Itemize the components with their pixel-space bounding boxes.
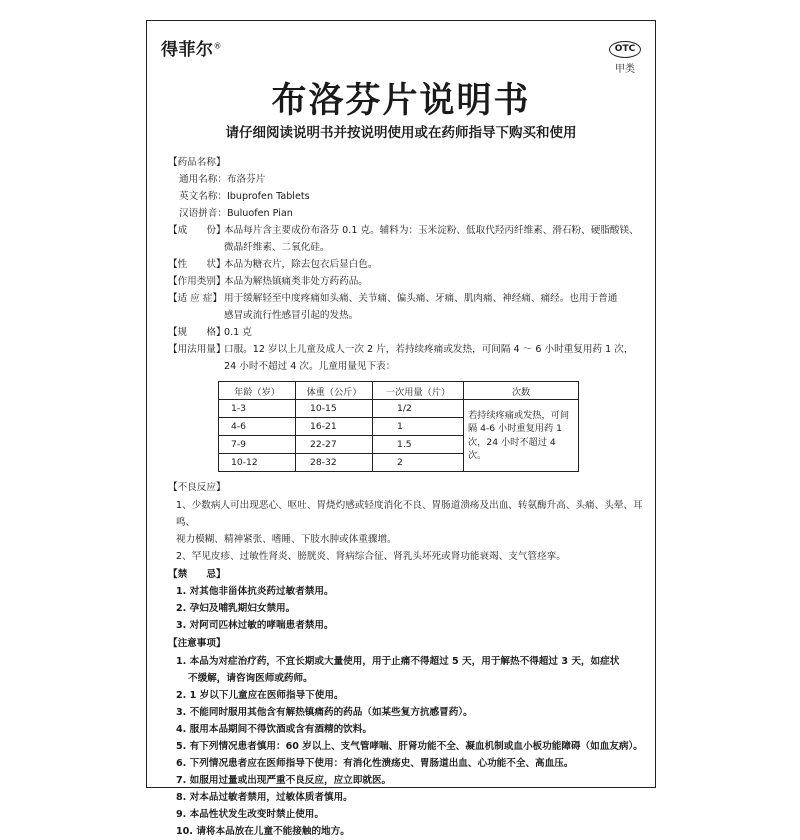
header-frequency: 次数: [464, 382, 579, 400]
contraindications-heading: 【禁 忌】: [168, 568, 226, 580]
page-subtitle: 请仔细阅读说明书并按说明使用或在药师指导下购买和使用: [225, 125, 577, 141]
otc-oval-icon: OTC: [609, 41, 641, 58]
list-item: 4. 服用本品期间不得饮酒或含有酒精的饮料。: [176, 723, 372, 735]
dosage-row: 【用法用量】 口服。12 岁以上儿童及成人一次 2 片，若持续疼痛或发热，可间隔 4 ～ 6 小时重复用药 1 次， 24 小时不超过 4 次。儿童用量见下表：: [168, 344, 634, 372]
header-dose: 一次用量（片）: [373, 382, 464, 400]
dosage-table: [218, 381, 579, 472]
table-row: 7-9 22-27 1.5: [219, 436, 579, 454]
list-item: 3. 不能同时服用其他含有解热镇痛药的药品（如某些复方抗感冒药）。: [176, 706, 473, 718]
list-item: 1. 本品为对症治疗药，不宜长期或大量使用，用于止痛不得超过 5 天，用于解热不得超过 3 天，如症状: [176, 655, 620, 667]
table-row: 10-12 28-32 2: [219, 454, 579, 472]
header-age: 年龄（岁）: [219, 382, 296, 400]
drug-name-heading: 【药品名称】: [168, 157, 226, 168]
list-item: 3. 对阿司匹林过敏的哮喘患者禁用。: [176, 620, 334, 631]
leaflet-sheet: [146, 20, 656, 837]
spec-row: 【规 格】 0.1 克: [168, 327, 252, 338]
header-weight: 体重（公斤）: [296, 382, 373, 400]
list-item: 不缓解，请咨询医师或药师。: [188, 672, 313, 684]
list-item: 6. 下列情况患者应在医师指导下使用：有消化性溃疡史、胃肠道出血、心功能不全、高血压。: [176, 757, 574, 769]
table-header-row: [219, 382, 579, 400]
list-item: 1、少数病人可出现恶心、呕吐、胃烧灼感或轻度消化不良、胃肠道溃疡及出血、转氨酶升高、头痛、头晕、耳鸣、: [176, 499, 643, 528]
indications-row: 【适 应 症】 用于缓解轻至中度疼痛如头痛、关节痛、偏头痛、牙痛、肌肉痛、神经痛、痛经。也用于普通 感冒或流行性感冒引起的发热。: [168, 293, 618, 321]
list-item: 2、罕见皮疹、过敏性肾炎、膀胱炎、肾病综合征、肾乳头坏死或肾功能衰竭、支气管痉挛。: [176, 550, 566, 562]
generic-name-row: 通用名称： 布洛芬片: [179, 174, 266, 185]
brand-name: 得菲尔: [161, 40, 214, 60]
contraindications-section: [168, 567, 644, 635]
precautions-section: [168, 636, 644, 840]
list-item: 10. 请将本品放在儿童不能接触的地方。: [176, 825, 350, 837]
brand-logo: [161, 35, 222, 60]
english-name-row: 英文名称： Ibuprofen Tablets: [179, 191, 310, 202]
list-item: 2. 1 岁以下儿童应在医师指导下使用。: [176, 689, 344, 701]
adverse-heading: 【不良反应】: [168, 482, 226, 493]
frequency-cell: 若持续疼痛或发热，可间隔 4-6 小时重复用药 1 次，24 小时不超过 4 次。: [464, 400, 579, 472]
category-row: 【作用类别】 本品为解热镇痛类非处方药药品。: [168, 276, 368, 287]
pinyin-row: 汉语拼音： Buluofen Pian: [179, 208, 293, 219]
table-row: 1-3 10-15 1/2 若持续疼痛或发热，可间隔 4-6 小时重复用药 1 次，24 小时不超过 4 次。: [219, 400, 579, 418]
registered-mark: ®: [213, 41, 222, 51]
list-item: 1. 对其他非甾体抗炎药过敏者禁用。: [176, 586, 334, 597]
table-row: 4-6 16-21 1: [219, 418, 579, 436]
otc-badge: [609, 41, 641, 75]
list-item: 视力模糊、精神紧张、嗜睡、下肢水肿或体重骤增。: [176, 533, 397, 545]
list-item: 8. 对本品过敏者禁用，过敏体质者慎用。: [176, 791, 353, 803]
adverse-section: [168, 480, 644, 565]
list-item: 5. 有下列情况患者慎用：60 岁以上、支气管哮喘、肝肾功能不全、凝血机制或血小板功能障碍（如血友病）。: [176, 740, 643, 752]
precautions-heading: 【注意事项】: [168, 638, 226, 649]
otc-class: 甲类: [615, 64, 635, 75]
list-item: 7. 如服用过量或出现严重不良反应，应立即就医。: [176, 774, 392, 786]
ingredients-row: 【成 份】 本品每片含主要成份布洛芬 0.1 克。辅料为：玉米淀粉、低取代羟丙纤维素、滑石粉、硬脂酸镁、 微晶纤维素、二氧化硅。: [168, 225, 639, 253]
list-item: 9. 本品性状发生改变时禁止使用。: [176, 808, 324, 820]
page-title: 布洛芬片说明书: [271, 81, 531, 121]
leaflet-content: [168, 154, 644, 840]
appearance-row: 【性 状】 本品为糖衣片，除去包衣后显白色。: [168, 259, 378, 270]
list-item: 2. 孕妇及哺乳期妇女禁用。: [176, 603, 296, 614]
